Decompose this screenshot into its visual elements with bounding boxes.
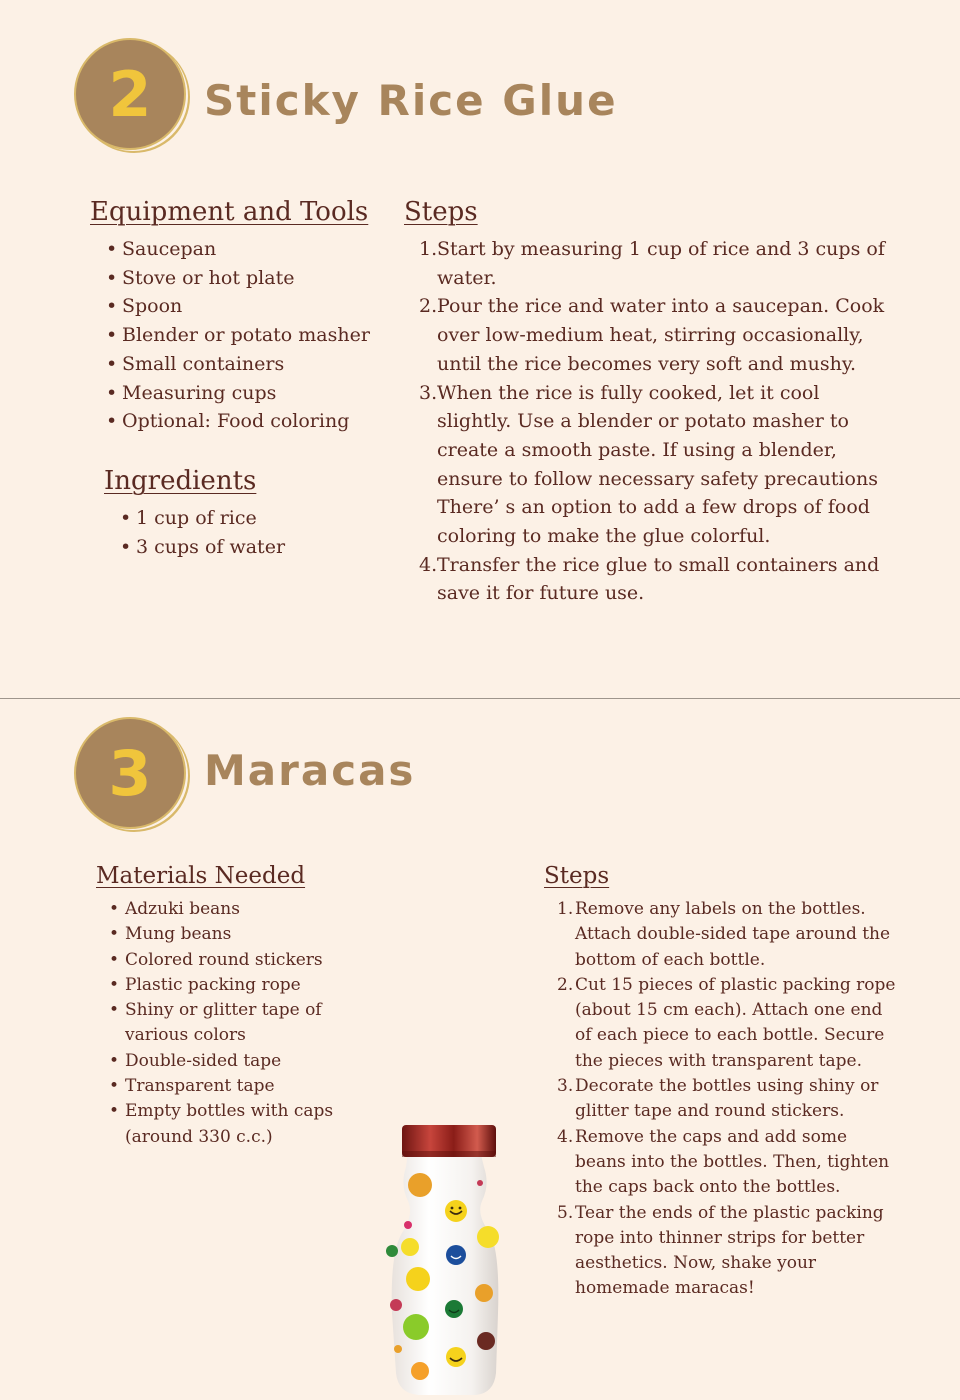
step-text: Start by measuring 1 cup of rice and 3 cups of water.: [437, 238, 885, 289]
section-sticky-rice-glue: [0, 0, 960, 698]
list-item: • Colored round stickers: [107, 948, 347, 973]
materials-list: [107, 897, 347, 1150]
step-item: [557, 1074, 902, 1125]
step-number: 2.: [557, 974, 574, 995]
list-item: • Double-sided tape: [107, 1049, 347, 1074]
ingredients-heading: Ingredients: [104, 466, 257, 496]
step-text: Transfer the rice glue to small containers and save it for future use.: [437, 553, 880, 605]
section-number-badge: 2: [74, 38, 186, 150]
step-item: [419, 292, 889, 378]
step-item: [557, 1201, 902, 1302]
step-number: 3.: [419, 381, 438, 404]
list-item: • 1 cup of rice: [118, 504, 285, 533]
equipment-list: [104, 235, 370, 436]
maracas-bottle-image: [380, 1123, 510, 1399]
steps-list: [557, 897, 902, 1302]
list-item: • Blender or potato masher: [104, 321, 370, 350]
step-number: 3.: [557, 1076, 574, 1097]
steps-list: [419, 235, 889, 608]
step-item: [557, 897, 902, 973]
list-item: • Stove or hot plate: [104, 264, 370, 293]
list-item: • Optional: Food coloring: [104, 407, 370, 436]
equipment-heading: Equipment and Tools: [90, 197, 369, 227]
list-item: • Transparent tape: [107, 1074, 347, 1099]
step-item: [419, 379, 889, 551]
step-item: [557, 973, 902, 1074]
list-item: • Adzuki beans: [107, 897, 347, 922]
list-item: • 3 cups of water: [118, 533, 285, 562]
step-item: [419, 551, 889, 608]
step-number: 4.: [557, 1126, 574, 1147]
list-item: • Spoon: [104, 292, 370, 321]
step-number: 4.: [419, 553, 438, 576]
step-number: 1.: [419, 238, 438, 260]
materials-heading: Materials Needed: [96, 863, 306, 889]
ingredients-list: [118, 504, 285, 561]
step-text: Tear the ends of the plastic packing rope into thinner strips for better aesthetics. Now, shake your homemade maracas!: [575, 1202, 884, 1299]
steps-heading: Steps: [404, 197, 478, 227]
list-item: • Shiny or glitter tape of various colors: [107, 998, 347, 1049]
step-text: Cut 15 pieces of plastic packing rope (about 15 cm each). Attach one end of each piece to each bottle. Secure the pieces with transparent tape.: [575, 974, 896, 1071]
list-item: • Small containers: [104, 350, 370, 379]
step-item: [557, 1125, 902, 1201]
list-item: • Measuring cups: [104, 379, 370, 408]
step-text: Pour the rice and water into a saucepan. Cook over low-medium heat, stirring occasionally, until the rice becomes very soft and mushy.: [437, 295, 885, 375]
list-item: • Mung beans: [107, 922, 347, 947]
section-number-badge: 3: [74, 717, 186, 829]
step-item: [419, 235, 889, 292]
section-maracas: [0, 699, 960, 1400]
step-text: When the rice is fully cooked, let it cool slightly. Use a blender or potato masher to create a smooth paste. If using a blender, ensure to follow necessary safety precautions There’ s an option to add a few drops of food coloring to make the glue colorful.: [437, 381, 878, 548]
list-item: • Plastic packing rope: [107, 973, 347, 998]
step-number: 5.: [557, 1202, 574, 1223]
section-title: Sticky Rice Glue: [204, 76, 618, 125]
step-text: Remove the caps and add some beans into the bottles. Then, tighten the caps back onto the bottles.: [575, 1126, 890, 1198]
step-text: Decorate the bottles using shiny or glitter tape and round stickers.: [575, 1076, 879, 1122]
steps-heading: Steps: [544, 863, 610, 889]
list-item: • Saucepan: [104, 235, 370, 264]
section-title: Maracas: [204, 746, 416, 795]
step-number: 2.: [419, 295, 438, 318]
step-number: 1.: [557, 899, 574, 919]
list-item: • Empty bottles with caps (around 330 c.c.): [107, 1099, 347, 1150]
step-text: Remove any labels on the bottles. Attach double-sided tape around the bottom of each bottle.: [575, 899, 891, 970]
